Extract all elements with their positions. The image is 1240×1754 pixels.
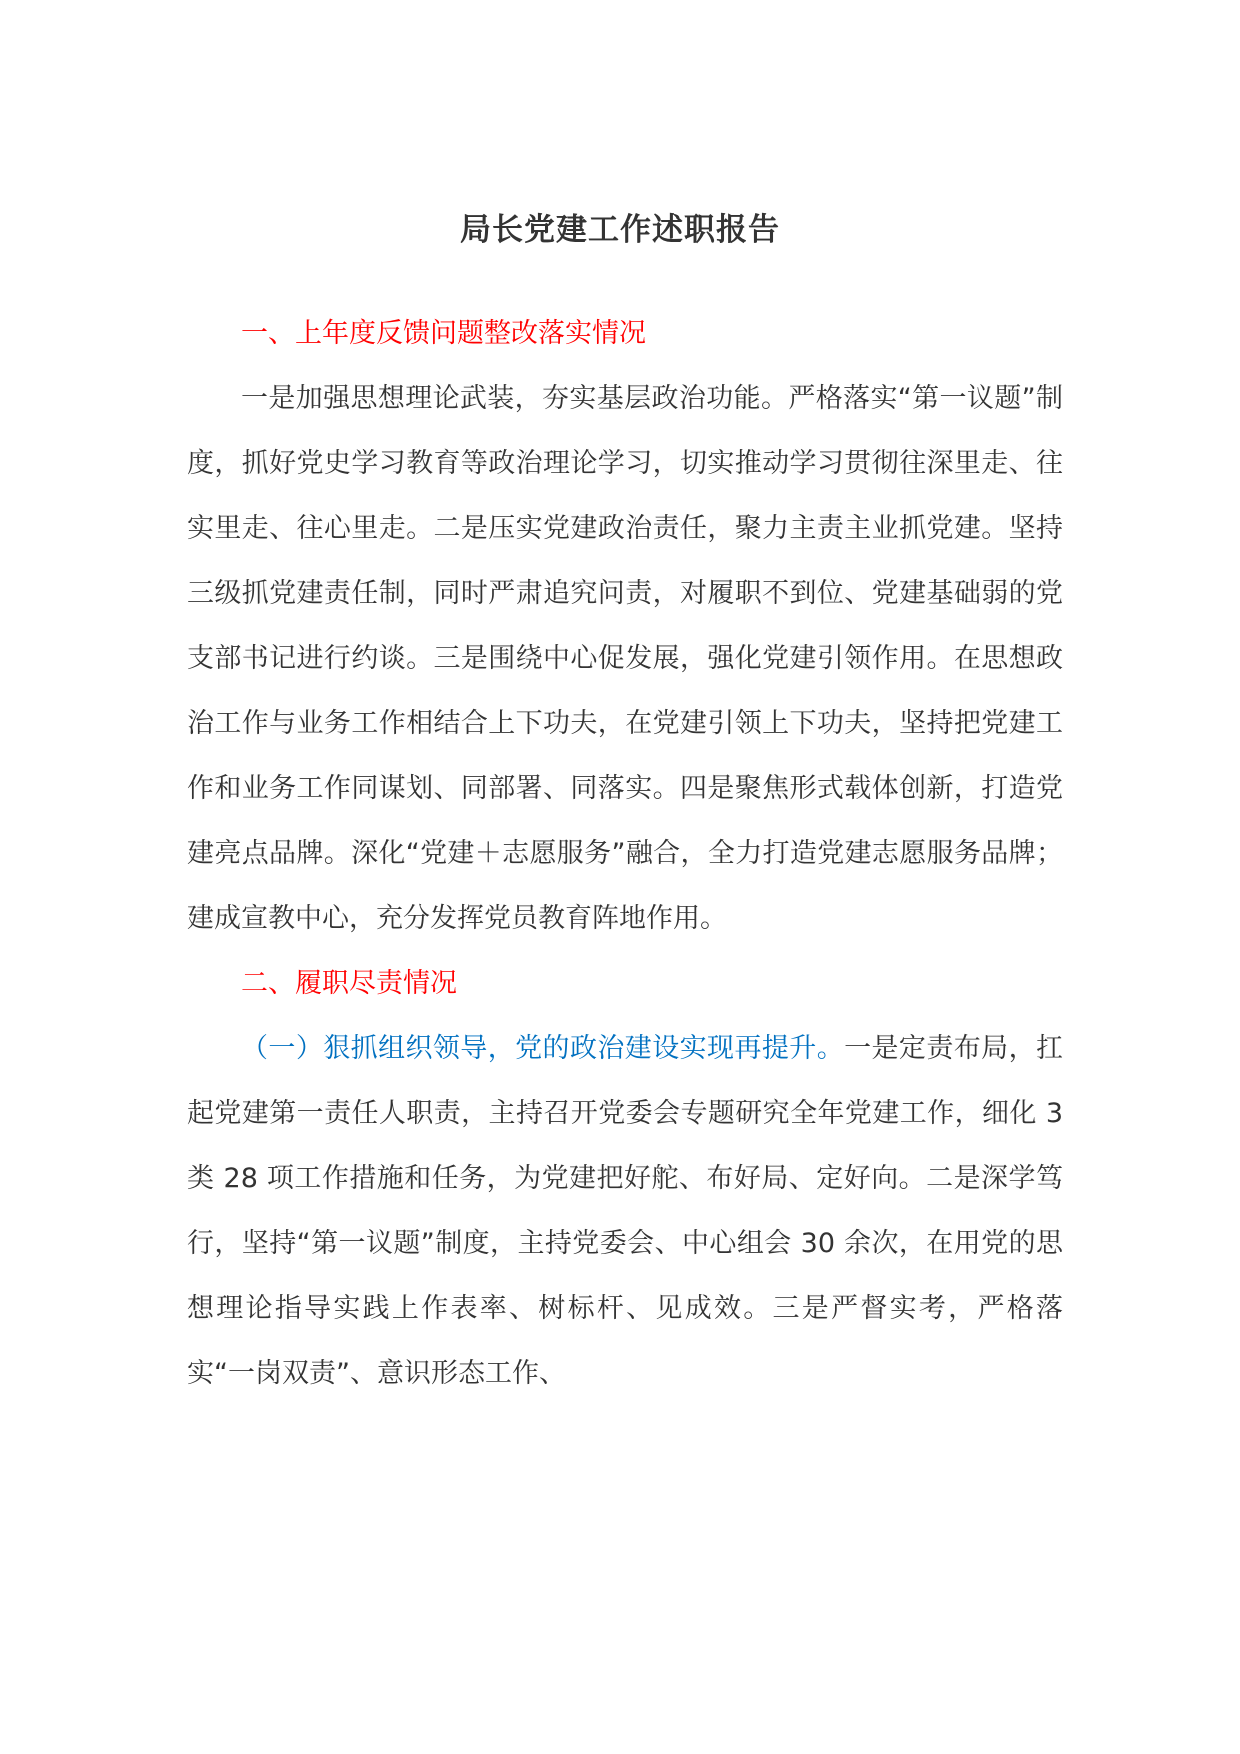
document-title: 局长党建工作述职报告: [460, 212, 780, 248]
subsection-heading-1: （一）狠抓组织领导，党的政治建设实现再提升。: [241, 1033, 845, 1064]
document-body: [187, 301, 1063, 1406]
section-heading-2: 二、履职尽责情况: [241, 968, 457, 999]
section-heading-1: 一、上年度反馈问题整改落实情况: [241, 318, 646, 349]
section-2-paragraph-1: [187, 1016, 1063, 1406]
section-1-paragraph: 一是加强思想理论武装，夯实基层政治功能。严格落实“第一议题”制度，抓好党史学习教育等政治理论学习，切实推动学习贯彻往深里走、往实里走、往心里走。二是压实党建政治责任，聚力主责主业抓党建。坚持三级抓党建责任制，同时严肃追究问责，对履职不到位、党建基础弱的党支部书记进行约谈。三是围绕中心促发展，强化党建引领作用。在思想政治工作与业务工作相结合上下功夫，在党建引领上下功夫，坚持把党建工作和业务工作同谋划、同部署、同落实。四是聚焦形式载体创新，打造党建亮点品牌。深化“党建＋志愿服务”融合，全力打造党建志愿服务品牌；建成宣教中心，充分发挥党员教育阵地作用。: [187, 383, 1063, 934]
subsection-1-text: 一是定责布局，扛起党建第一责任人职责，主持召开党委会专题研究全年党建工作，细化 3 类 28 项工作措施和任务，为党建把好舵、布好局、定好向。二是深学笃行，坚持“第一议题”制度，主持党委会、中心组会 30 余次，在用党的思想理论指导实践上作表率、树标杆、见成效。三是严督实考，严格落实“一岗双责”、意识形态工作、: [187, 1033, 1064, 1389]
